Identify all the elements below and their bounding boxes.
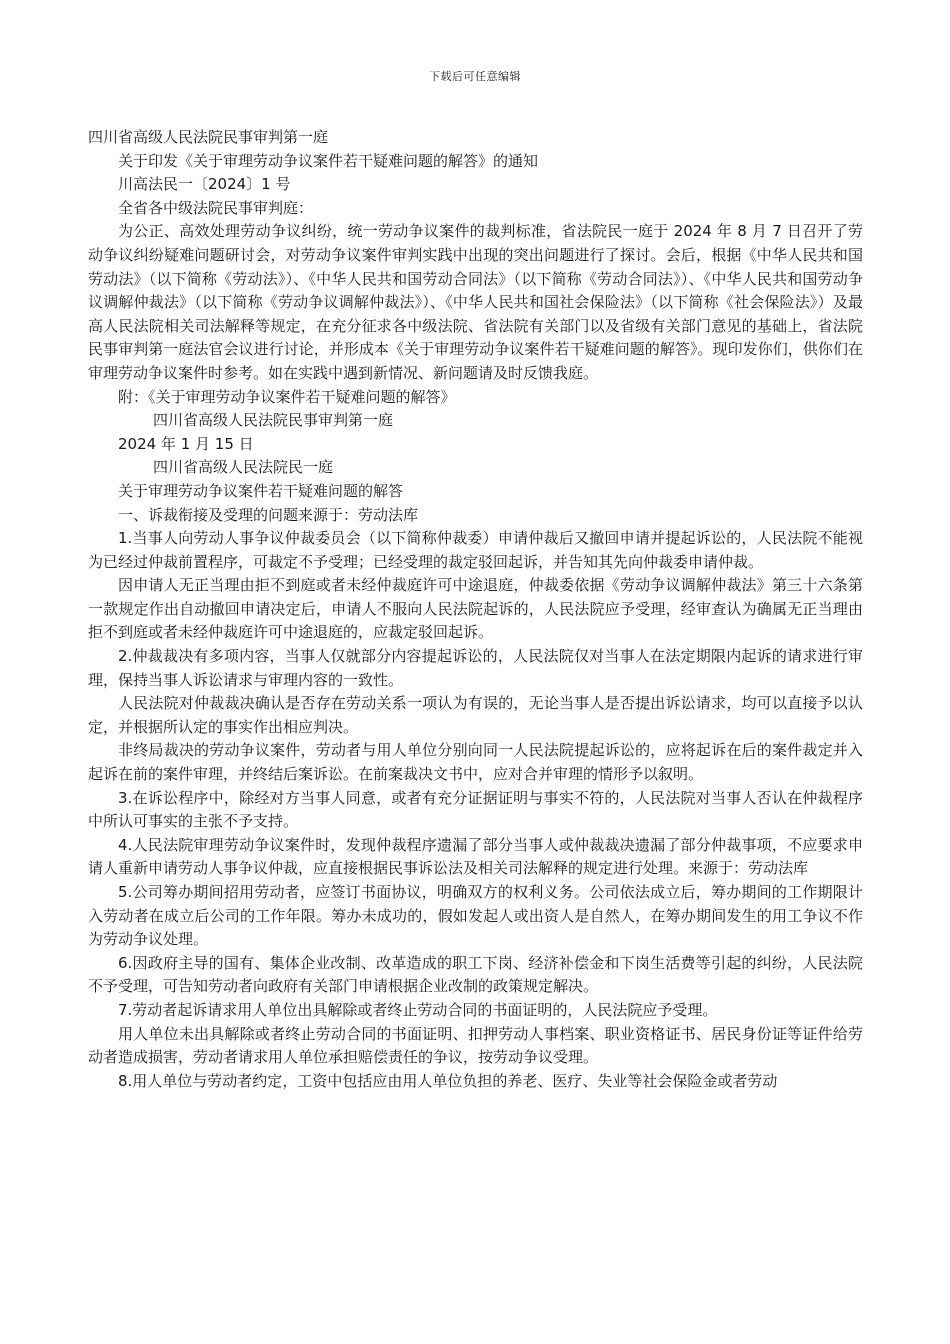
paragraph: 人民法院对仲裁裁决确认是否存在劳动关系一项认为有误的，无论当事人是否提出诉讼请求，均可以直接予以认定，并根据所认定的事实作出相应判决。	[88, 694, 863, 736]
paragraph: 6.因政府主导的国有、集体企业改制、改革造成的职工下岗、经济补偿金和下岗生活费等引起的纠纷，人民法院不予受理，可告知劳动者向政府有关部门申请根据企业改制的政策规定解决。	[88, 953, 863, 996]
document-body	[88, 126, 863, 1093]
section-heading: 一、诉裁衔接及受理的问题来源于：劳动法库	[118, 505, 419, 524]
paragraph: 7.劳动者起诉请求用人单位出具解除或者终止劳动合同的书面证明的，人民法院应予受理。	[118, 1000, 718, 1019]
paragraph: 8.用人单位与劳动者约定，工资中包括应由用人单位负担的养老、医疗、失业等社会保险金或者劳动	[118, 1071, 778, 1090]
notice-title: 关于印发《关于审理劳动争议案件若干疑难问题的解答》的通知	[118, 151, 539, 170]
paragraph: 3.在诉讼程序中，除经对方当事人同意，或者有充分证据证明与事实不符的，人民法院对当事人否认在仲裁程序中所认可事实的主张不予支持。	[88, 788, 863, 831]
paragraph: 2.仲裁裁决有多项内容，当事人仅就部分内容提起诉讼的，人民法院仅对当事人在法定期限内起诉的请求进行审理，保持当事人诉讼请求与审理内容的一致性。	[88, 647, 863, 689]
signature-date: 2024 年 1 月 15 日	[118, 434, 254, 453]
attachment-title: 关于审理劳动争议案件若干疑难问题的解答	[118, 481, 404, 500]
paragraph: 5.公司筹办期间招用劳动者，应签订书面协议，明确双方的权利义务。公司依法成立后，筹办期间的工作期限计入劳动者在成立后公司的工作年限。筹办未成功的，假如发起人或出资人是自然人，在筹办期间发生的用工争议不作为劳动争议处理。	[88, 883, 863, 949]
notice-body: 为公正、高效处理劳动争议纠纷，统一劳动争议案件的裁判标准，省法院民一庭于 2024 年 8 月 7 日召开了劳动争议纠纷疑难问题研讨会，对劳动争议案件审判实践中出现的突出问题进行了探讨。会后，根据《中华人民共和国劳动法》（以下简称《劳动法》）、《中华人民共和国劳动合同法》（以下简称《劳动合同法》）、《中华人民共和国劳动争议调解仲裁法》（以下简称《劳动争议调解仲裁法》）、《中华人民共和国社会保险法》（以下简称《社会保险法》）及最高人民法院相关司法解释等规定，在充分征求各中级法院、省法院有关部门以及省级有关部门意见的基础上，省法院民事审判第一庭法官会议进行讨论，并形成本《关于审理劳动争议案件若干疑难问题的解答》。现印发你们，供你们在审理劳动争议案件时参考。如在实践中遇到新情况、新问题请及时反馈我庭。	[88, 222, 863, 382]
issuer-line: 四川省高级人民法院民事审判第一庭	[88, 128, 329, 146]
paragraph: 4.人民法院审理劳动争议案件时，发现仲裁程序遗漏了部分当事人或仲裁裁决遗漏了部分仲裁事项，不应要求申请人重新申请劳动人事争议仲裁，应直接根据民事诉讼法及相关司法解释的规定进行处理。来源于：劳动法库	[88, 835, 863, 878]
page-header: 下载后可任意编辑	[429, 70, 521, 83]
paragraph: 因申请人无正当理由拒不到庭或者未经仲裁庭许可中途退庭，仲裁委依据《劳动争议调解仲裁法》第三十六条第一款规定作出自动撤回申请决定后，申请人不服向人民法院起诉的，人民法院应予受理，经审查认为确属无正当理由拒不到庭或者未经仲裁庭许可中途退庭的，应裁定驳回起诉。	[88, 576, 863, 642]
paragraph: 非终局裁决的劳动争议案件，劳动者与用人单位分别向同一人民法院提起诉讼的，应将起诉在后的案件裁定并入起诉在前的案件审理，并终结后案诉讼。在前案裁决文书中，应对合并审理的情形予以叙明。	[88, 741, 863, 784]
attachment-line: 附：《关于审理劳动争议案件若干疑难问题的解答》	[118, 387, 456, 406]
attachment-issuer: 四川省高级人民法院民一庭	[153, 458, 334, 477]
signature-issuer: 四川省高级人民法院民事审判第一庭	[153, 411, 394, 430]
paragraph: 1.当事人向劳动人事争议仲裁委员会（以下简称仲裁委）申请仲裁后又撤回申请并提起诉讼的，人民法院不能视为已经过仲裁前置程序，可裁定不予受理；已经受理的裁定驳回起诉，并告知其先向仲裁委申请仲裁。	[88, 529, 863, 571]
paragraph: 用人单位未出具解除或者终止劳动合同的书面证明、扣押劳动人事档案、职业资格证书、居民身份证等证件给劳动者造成损害，劳动者请求用人单位承担赔偿责任的争议，按劳动争议受理。	[88, 1024, 863, 1067]
addressee: 全省各中级法院民事审判庭：	[118, 198, 314, 217]
document-number: 川高法民一〔2024〕1 号	[118, 175, 291, 194]
